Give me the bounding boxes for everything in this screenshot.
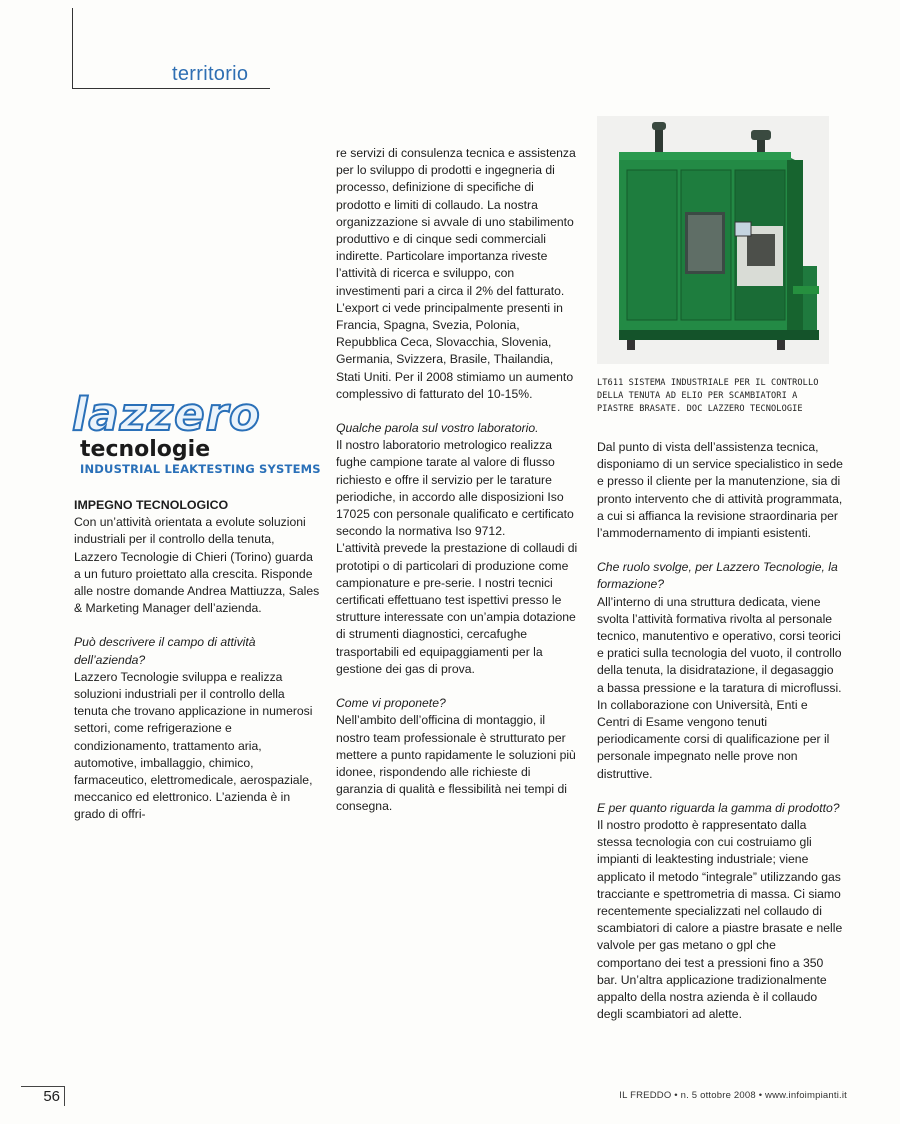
article-intro: Con un’attività orientata a evolute soluzioni industriali per il controllo della tenuta, Lazzero Tecnologie di Chieri (Torino) guarda a un futuro proiettato alla crescita. Risponde alle nostre domande Andrea Mattiuzza, Sales & Marketing Manager dell’azienda. [74, 515, 320, 616]
article-column-1 [74, 497, 320, 824]
answer-1: Lazzero Tecnologie sviluppa e realizza soluzioni industriali per il controllo della tenuta che trovano applicazione in numerosi settori, come refrigerazione e condizionamento, trattamento aria, automotive, imballaggio, chimico, farmaceutico, elettromedicale, aerospaziale, meccanico ed elettronico. L’azienda è in grado di offri- [74, 669, 313, 822]
article-column-2 [336, 145, 578, 816]
publication-footer: IL FREDDO • n. 5 ottobre 2008 • www.infoimpianti.it [619, 1090, 847, 1101]
frame-horizontal-rule [72, 88, 270, 89]
answer-3b: Dal punto di vista dell’assistenza tecnica, disponiamo di un service specialistico in sede e presso il cliente per la manutenzione, sia di pronto intervento che di attività programmata, a cui si affianca la revisione straordinaria per l’ammodernamento di impianti esistenti. [597, 440, 843, 541]
question-5: E per quanto riguarda la gamma di prodotto? [597, 800, 840, 815]
logo-tagline: INDUSTRIAL LEAKTESTING SYSTEMS [80, 462, 321, 476]
question-2: Qualche parola sul vostro laboratorio. [336, 421, 539, 436]
answer-5: Il nostro prodotto è rappresentato dalla stessa tecnologia con cui costruiamo gli impianti di leaktesting industriale; viene applicato il metodo “integrale” utilizzando gas tracciante e spettrometria di massa. Ci siamo recentemente specializzati nel collaudo di scambiatori di calore a piastre brasate e nelle valvole per gas metano o gpl che comportano dei test a pressioni fino a 350 bar. Un’altra applicazione tradizionalmente appalto della nostra azienda è il collaudo degli scambiatori ad alette. [597, 818, 843, 1022]
article-column-3 [597, 439, 843, 1024]
answer-3: Nell’ambito dell’officina di montaggio, il nostro team professionale è strutturato per mettere a punto rapidamente le soluzioni più idonee, rispondendo alle richieste di garanzia di qualità e flessibilità nei tempi di consegna. [336, 713, 576, 814]
article-heading: IMPEGNO TECNOLOGICO [74, 498, 229, 512]
logo-brand: lazzero [72, 388, 261, 441]
answer-2: Il nostro laboratorio metrologico realizza fughe campione tarate al valore di flusso richiesto e offre il servizio per le tarature periodiche, in accordo alle disposizioni Iso 17025 con personale qualificato e certificato secondo la normativa Iso 9712. [336, 438, 574, 539]
machine-photo [597, 116, 829, 364]
question-1: Può descrivere il campo di attività dell’azienda? [74, 635, 256, 667]
photo-caption: LT611 SISTEMA INDUSTRIALE PER IL CONTROLLO DELLA TENUTA AD ELIO PER SCAMBIATORI A PIASTRE BRASATE. DOC LAZZERO TECNOLOGIE [597, 378, 819, 414]
logo-sub: tecnologie [80, 437, 211, 462]
page-number: 56 [21, 1086, 65, 1106]
answer-4: All’interno di una struttura dedicata, viene svolta l’attività formativa rivolta al personale tecnico, manutentivo e operativo, corsi teorici e pratici sulla tecnologia del vuoto, il controllo della tenuta, la disidratazione, il degasaggio a bassa pressione e la taratura di microflussi. In collaborazione con Università, Enti e Centri di Esame vengono tenuti periodicamente corsi di qualificazione per il personale impegnato nelle prove non distruttive. [597, 594, 842, 781]
question-3: Come vi proponete? [336, 696, 446, 711]
question-4: Che ruolo svolge, per Lazzero Tecnologie, la formazione? [597, 560, 838, 592]
frame-vertical-rule [72, 8, 73, 88]
answer-2b: L’attività prevede la prestazione di collaudi di prototipi o di particolari di produzione come campionature e pre-serie. I nostri tecnici certificati effettuano test ispettivi presso le strutture interessate con un’ampia dotazione di strumenti diagnostici, cercafughe trasportabili ed equipaggiamenti per la gestione dei gas di prova. [336, 541, 578, 676]
company-logo [72, 388, 321, 476]
section-title: territorio [172, 63, 249, 85]
answer-1-continued: re servizi di consulenza tecnica e assistenza per lo sviluppo di prodotti e ingegneria di processo, definizione di specifiche di prodotto e limiti di collaudo. La nostra organizzazione si avvale di uno stabilimento produttivo e di cinque sedi commerciali indirette. Particolare importanza riveste l’attività di ricerca e sviluppo, con investimenti pari a circa il 2% del fatturato. L’export ci vede principalmente presenti in Francia, Spagna, Svezia, Polonia, Repubblica Ceca, Slovacchia, Slovenia, Germania, Svizzera, Brasile, Thailandia, Stati Uniti. Per il 2008 stimiamo un aumento complessivo di fatturato del 10-15%. [336, 146, 576, 401]
